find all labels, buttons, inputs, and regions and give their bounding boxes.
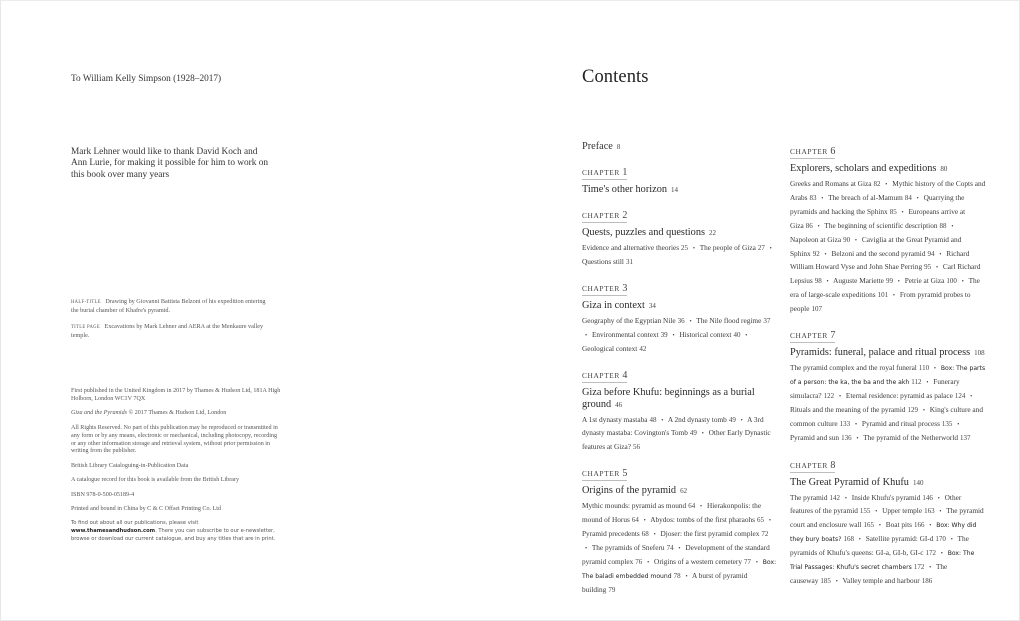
bullet-separator: • (821, 195, 824, 202)
bullet-separator: • (939, 509, 942, 516)
section-title: Auguste Mariette (833, 276, 884, 286)
chapter-number: 7 (830, 330, 836, 342)
page-number: 49 (689, 429, 697, 438)
section-list (790, 492, 986, 589)
section-title: From pyramid probes to people (790, 290, 971, 314)
chapter-title: Quests, puzzles and questions (582, 227, 705, 238)
page-number: 168 (843, 535, 854, 544)
section-title: Hierakonpolis: the mound of Horus (582, 501, 762, 525)
section-title: Other features of the pyramid (790, 492, 962, 516)
credit-half-title (71, 298, 271, 315)
page-number: 90 (843, 235, 851, 244)
page-number: 94 (927, 249, 935, 258)
chapter-entry (582, 278, 778, 356)
book-title: Giza and the Pyramids (71, 410, 128, 417)
web-rest: . There you can subscribe to our e-newsletter, browse or download our current catalogue, and buy any titles that are in print. (71, 528, 276, 543)
page-number: 163 (924, 507, 935, 516)
page-number: 186 (921, 576, 933, 585)
section-title: The pyramid (790, 492, 828, 502)
section-title: The pyramids of Khufu's queens: GI-a, GI-b, GI-c (790, 534, 969, 558)
section-title: Satellite pyramid: GI-d (865, 534, 934, 544)
section-title: Inside Khufu's pyramid (851, 492, 921, 502)
rights-statement: All Rights Reserved. No part of this publication may be reproduced or transmitted in any form or by any means, electronic or mechanical, including photocopy, recording or any other information storage and retrieval system, without prior permission in writing from the publisher. (71, 424, 278, 455)
page-number: 48 (649, 415, 657, 424)
preface-entry (582, 141, 778, 152)
chapter-entry (790, 455, 986, 589)
bullet-separator: • (940, 551, 943, 558)
page-number: 185 (820, 576, 831, 585)
bullet-separator: • (957, 421, 960, 428)
section-title: The pyramids of Sneferu (591, 542, 665, 552)
chapter-title-line (790, 477, 986, 489)
chapter-title: Origins of the pyramid (582, 485, 677, 497)
bullet-separator: • (653, 532, 656, 539)
section-title: Origins of a western cemetery (654, 556, 742, 566)
credit-text: Drawing by Giovanni Battista Belzoni of his expedition entering the burial chamber of Khafre's pyramid. (71, 298, 266, 315)
bullet-separator: • (892, 293, 896, 300)
page-number: 64 (631, 516, 639, 525)
section-title: Djoser: the first pyramid complex (660, 529, 760, 539)
page-number: 83 (809, 193, 817, 202)
chapter-number: 1 (622, 167, 628, 178)
section-title: The breach of al-Mamum (828, 192, 903, 202)
bullet-separator: • (740, 417, 743, 424)
section-title: Caviglia at the Great Pyramid and Sphinx (790, 234, 962, 258)
section-title: Pyramid precedents (582, 529, 640, 539)
page-number: 124 (954, 391, 966, 400)
bullet-separator: • (926, 379, 929, 386)
page-number: 77 (743, 557, 751, 566)
page-number: 80 (940, 165, 948, 173)
chapter-title: Giza before Khufu: beginnings as a burial ground (582, 386, 755, 410)
page-number: 25 (681, 244, 689, 252)
bullet-separator: • (685, 573, 688, 580)
chapter-label (582, 167, 627, 180)
section-title: Evidence and alternative theories (582, 243, 680, 252)
bullet-separator: • (901, 209, 904, 216)
bullet-separator: • (844, 495, 847, 502)
page-number: 27 (757, 244, 765, 252)
page-number: 62 (680, 487, 688, 496)
section-title: Other Early Dynastic features at Giza? (582, 428, 771, 452)
section-title: The era of large-scale expeditions (790, 276, 980, 300)
imprint (71, 388, 281, 551)
web-intro: To find out about all our publications, please visit (71, 520, 199, 527)
bullet-separator: • (937, 495, 940, 502)
page-number: 8 (616, 143, 621, 151)
chapter-title-line (790, 347, 986, 359)
first-published: First published in the United Kingdom in 2017 by Thames & Hudson Ltd, 181A High Holborn, London WC1V 7QX (71, 388, 281, 402)
bullet-separator: • (933, 366, 937, 373)
chapter-title: The Great Pyramid of Khufu (790, 476, 909, 488)
page-number: 137 (960, 433, 971, 442)
bullet-separator: • (854, 421, 858, 428)
chapter-word: CHAPTER (790, 147, 828, 156)
section-title: Abydos: tombs of the first pharaohs (650, 515, 755, 525)
chapter-entry (790, 141, 986, 316)
chapter-number: 2 (622, 210, 628, 221)
chapter-word: CHAPTER (790, 331, 828, 341)
section-title: King's culture and common culture (790, 404, 983, 428)
bullet-separator: • (878, 523, 881, 530)
page-number: 99 (885, 277, 893, 286)
page-number: 101 (877, 291, 889, 300)
bullet-separator: • (672, 332, 675, 339)
bullet-separator: • (745, 332, 748, 339)
chapter-number: 8 (830, 459, 836, 471)
contents-column-right (790, 141, 986, 598)
website-link[interactable]: www.thamesandhudson.com (71, 528, 156, 535)
chapter-entry (582, 463, 778, 596)
bullet-separator: • (929, 523, 932, 530)
section-title: A 1st dynasty mastaba (582, 414, 648, 424)
section-title: Europeans arrive at Giza (790, 206, 966, 230)
page-number: 172 (913, 563, 925, 572)
section-title: Funerary simulacra? (790, 376, 960, 400)
page-number: 49 (728, 415, 736, 424)
page-number: 14 (671, 186, 678, 194)
page-number: 22 (708, 229, 716, 237)
section-title: Development of the standard pyramid complex (582, 542, 770, 566)
section-title: Upper temple (882, 506, 923, 516)
section-title: Historical context (679, 329, 732, 339)
page-number: 95 (924, 263, 932, 272)
chapter-label (582, 370, 627, 383)
page-number: 88 (939, 221, 947, 230)
page-number: 166 (913, 521, 925, 530)
bullet-separator: • (897, 279, 900, 286)
bullet-separator: • (838, 393, 842, 400)
page-number: 142 (829, 493, 840, 502)
page-number: 64 (688, 502, 696, 511)
bullet-separator: • (826, 279, 829, 286)
section-title: The people of Giza (699, 243, 756, 252)
page-number: 146 (922, 493, 933, 502)
website-note (71, 520, 281, 544)
bullet-separator: • (856, 435, 859, 442)
bullet-separator: • (689, 318, 692, 325)
bullet-separator: • (858, 537, 861, 544)
chapter-title-line (790, 163, 986, 175)
credit-title-page (71, 323, 271, 340)
section-title: The pyramid court and enclosure wall (790, 506, 984, 530)
page-number: 129 (907, 405, 919, 414)
section-list (582, 414, 778, 455)
page-number: 100 (946, 277, 957, 286)
section-title: The Nile flood regime (696, 315, 762, 325)
section-title: A 2nd dynasty tomb (667, 414, 727, 424)
bullet-separator: • (817, 223, 820, 230)
page-number: 36 (677, 316, 685, 325)
chapter-word: CHAPTER (582, 211, 620, 220)
bullet-separator: • (835, 578, 838, 585)
page-number: 34 (648, 301, 656, 310)
chapter-title: Time's other horizon (582, 184, 667, 195)
bullet-separator: • (647, 559, 650, 566)
page-number: 92 (812, 249, 820, 258)
isbn: ISBN 978-0-500-05189-4 (71, 491, 135, 498)
chapter-title: Explorers, scholars and expeditions (790, 163, 937, 174)
page-number: 42 (639, 344, 647, 353)
section-title: Pyramid and sun (790, 432, 840, 442)
page-number: 37 (763, 316, 771, 325)
section-title: A burst of pyramid building (582, 570, 748, 594)
chapter-word: CHAPTER (582, 370, 620, 380)
right-page (511, 1, 1020, 621)
section-title: The pyramid of the Netherworld (863, 432, 959, 442)
chapter-entry (790, 325, 986, 445)
bullet-separator: • (854, 237, 857, 244)
section-title: Mythic history of the Copts and Arabs (790, 179, 986, 202)
bullet-separator: • (755, 559, 758, 566)
bullet-separator: • (885, 182, 888, 188)
page-number: 110 (918, 364, 930, 373)
section-title: Quarrying the pyramids and hacking the Sphinx (790, 192, 965, 216)
cip-text: A catalogue record for this book is available from the British Library (71, 477, 240, 484)
chapter-title-line (582, 485, 778, 497)
bullet-separator: • (950, 537, 953, 544)
chapter-number: 3 (622, 282, 628, 294)
page-number: 56 (633, 443, 641, 452)
box-section-title: Box: The baladi embedded mound (582, 558, 777, 580)
contents-column-left (582, 141, 778, 606)
page-number: 85 (889, 207, 897, 216)
page-number: 172 (925, 549, 936, 558)
dedication: To William Kelly Simpson (1928–2017) (71, 74, 222, 84)
chapter-word: CHAPTER (790, 460, 828, 470)
printed-by: Printed and bound in China by C & C Offset Printing Co. Ltd (71, 506, 222, 513)
bullet-separator: • (700, 504, 703, 511)
page-number: 72 (761, 530, 769, 539)
box-section-title: Box: The Trial Passages: Khufu's secret chambers (790, 550, 975, 572)
section-title: Mythic mounds: pyramid as mound (582, 501, 687, 511)
section-title: Napoleon at Giza (790, 234, 842, 244)
section-title: Petrie at Giza (904, 276, 945, 286)
page-number: 107 (811, 305, 822, 314)
page-number: 136 (841, 433, 852, 442)
section-title: Greeks and Romans at Giza (790, 179, 872, 188)
bullet-separator: • (824, 251, 827, 258)
bullet-separator: • (769, 246, 772, 252)
bullet-separator: • (768, 518, 771, 525)
page-number: 112 (911, 377, 922, 386)
section-list (790, 178, 986, 316)
chapter-title: Pyramids: funeral, palace and ritual process (790, 347, 971, 359)
section-list (790, 362, 986, 445)
bullet-separator: • (701, 431, 704, 438)
section-title: Geological context (582, 343, 638, 353)
section-title: Questions still (582, 256, 624, 266)
copyright: © 2017 Thames & Hudson Ltd, London (128, 410, 227, 417)
bullet-separator: • (970, 393, 973, 400)
section-title: Eternal residence: pyramid as palace (845, 390, 953, 400)
chapter-entry (582, 205, 778, 269)
bullet-separator: • (935, 265, 939, 272)
bullet-separator: • (692, 246, 695, 252)
chapter-entry (582, 162, 778, 196)
page-number: 135 (941, 419, 953, 428)
chapter-title-line (582, 387, 778, 411)
credit-label: TITLE PAGE (71, 325, 100, 331)
page-number: 39 (660, 330, 668, 339)
page-number: 155 (859, 507, 871, 516)
section-title: Boat pits (885, 520, 912, 530)
preface-title: Preface (582, 141, 613, 152)
section-title: Carl Richard Lepsius (790, 262, 981, 286)
page-number: 74 (666, 543, 674, 552)
left-page (1, 1, 511, 621)
chapter-number: 5 (622, 468, 628, 480)
bullet-separator: • (939, 251, 942, 258)
page-number: 98 (814, 277, 822, 286)
bullet-separator: • (678, 545, 681, 552)
section-title: Valley temple and harbour (842, 575, 920, 585)
chapter-label (790, 146, 835, 159)
page-number: 122 (823, 391, 835, 400)
chapter-word: CHAPTER (582, 469, 620, 479)
chapter-title-line (582, 300, 778, 312)
chapter-word: CHAPTER (582, 168, 620, 177)
bullet-separator: • (929, 565, 932, 572)
page-number: 140 (912, 478, 924, 487)
section-title: Environmental context (591, 329, 659, 339)
section-title: Richard William Howard Vyse and John Shae Perring (790, 248, 970, 272)
page-number: 65 (756, 516, 764, 525)
section-title: A 3rd dynasty mastaba: Covington's Tomb (582, 414, 764, 438)
chapter-number: 6 (830, 146, 836, 157)
bullet-separator: • (661, 417, 664, 424)
bullet-separator: • (643, 518, 646, 525)
copyright-line (71, 410, 281, 418)
chapter-entry (582, 365, 778, 455)
chapter-title-line (582, 227, 778, 239)
credit-label: HALF-TITLE (71, 300, 101, 305)
section-title: Pyramid and ritual process (861, 418, 940, 428)
bullet-separator: • (875, 509, 878, 516)
page-number: 108 (974, 349, 985, 358)
chapter-word: CHAPTER (582, 283, 620, 293)
page-number: 79 (608, 585, 616, 594)
image-credits (71, 298, 271, 348)
chapter-title-line (582, 184, 778, 196)
page-number: 78 (673, 571, 681, 580)
page-number: 40 (733, 330, 741, 339)
page-number: 133 (839, 419, 851, 428)
chapter-title: Giza in context (582, 299, 645, 311)
page-number: 170 (935, 535, 946, 544)
section-title: Rituals and the meaning of the pyramid (790, 404, 906, 414)
section-title: The pyramid complex and the royal funeral (790, 363, 917, 373)
page-number: 86 (805, 221, 813, 230)
section-title: Belzoni and the second pyramid (831, 248, 926, 258)
page-number: 31 (625, 257, 633, 266)
acknowledgement: Mark Lehner would like to thank David Koch and Ann Lurie, for making it possible for him to work on this book over many years (71, 147, 269, 180)
page-number: 76 (635, 557, 643, 566)
chapter-label (582, 210, 627, 223)
chapter-label (790, 460, 835, 473)
contents-title: Contents (582, 67, 649, 87)
chapter-label (582, 468, 627, 481)
section-list (582, 315, 778, 356)
cip-heading: British Library Cataloguing-in-Publication Data (71, 462, 189, 469)
bullet-separator: • (916, 195, 919, 202)
bullet-separator: • (585, 545, 588, 552)
page-number: 68 (641, 530, 649, 539)
page-number: 46 (615, 400, 623, 409)
section-list (582, 500, 778, 596)
page-number: 84 (904, 193, 912, 202)
chapter-label (790, 330, 835, 343)
section-title: Geography of the Egyptian Nile (582, 315, 676, 325)
section-list (582, 242, 778, 269)
section-title: The causeway (790, 562, 948, 585)
bullet-separator: • (922, 407, 925, 414)
chapter-number: 4 (622, 369, 628, 381)
page-number: 165 (863, 521, 875, 530)
bullet-separator: • (961, 279, 964, 286)
bullet-separator: • (585, 332, 588, 339)
box-section-title: Box: Why did they bury boats? (790, 522, 977, 544)
box-section-title: Box: The parts of a person: the ka, the ba and the akh (790, 365, 986, 386)
section-title: The beginning of scientific description (824, 220, 938, 230)
chapter-label (582, 283, 627, 296)
bullet-separator: • (951, 223, 954, 230)
page-number: 82 (873, 180, 881, 188)
credit-text: Excavations by Mark Lehner and AERA at the Menkaure valley temple. (71, 323, 264, 340)
